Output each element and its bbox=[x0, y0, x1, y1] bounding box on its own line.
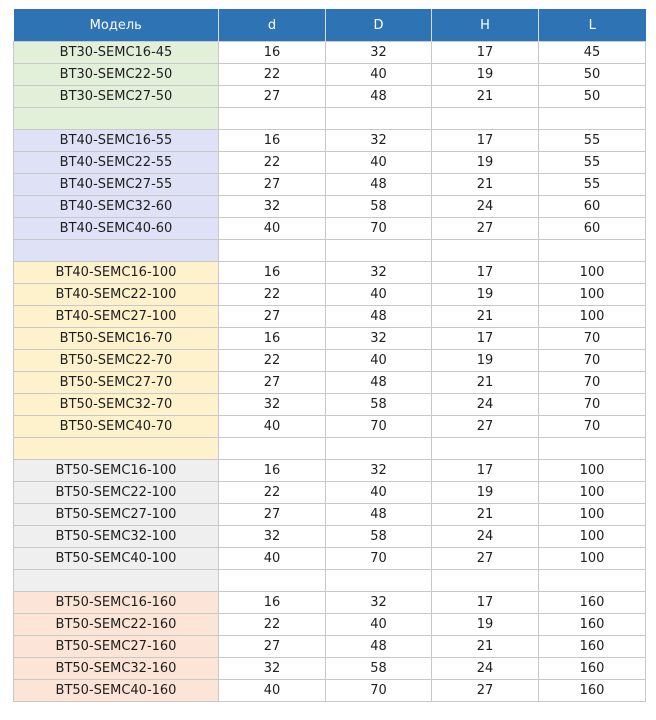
table-row bbox=[14, 64, 646, 86]
d-cell: 40 bbox=[219, 680, 326, 702]
H-cell: 17 bbox=[432, 42, 539, 64]
header-model: Модель bbox=[14, 9, 219, 42]
D-cell: 58 bbox=[326, 526, 432, 548]
L-cell bbox=[539, 570, 646, 592]
table-row bbox=[14, 680, 646, 702]
header-D: D bbox=[326, 9, 432, 42]
d-cell bbox=[219, 240, 326, 262]
D-cell: 48 bbox=[326, 636, 432, 658]
d-cell: 22 bbox=[219, 64, 326, 86]
L-cell: 160 bbox=[539, 614, 646, 636]
L-cell: 100 bbox=[539, 306, 646, 328]
d-cell: 22 bbox=[219, 482, 326, 504]
H-cell: 17 bbox=[432, 262, 539, 284]
table-row bbox=[14, 460, 646, 482]
D-cell: 70 bbox=[326, 416, 432, 438]
table-row bbox=[14, 372, 646, 394]
H-cell: 27 bbox=[432, 416, 539, 438]
D-cell bbox=[326, 240, 432, 262]
D-cell: 48 bbox=[326, 372, 432, 394]
H-cell: 21 bbox=[432, 174, 539, 196]
H-cell: 19 bbox=[432, 614, 539, 636]
model-cell: BT40-SEMC27-55 bbox=[14, 174, 219, 196]
d-cell bbox=[219, 108, 326, 130]
table-row bbox=[14, 570, 646, 592]
model-cell bbox=[14, 570, 219, 592]
model-cell: BT50-SEMC40-100 bbox=[14, 548, 219, 570]
L-cell: 70 bbox=[539, 394, 646, 416]
D-cell: 40 bbox=[326, 152, 432, 174]
H-cell: 21 bbox=[432, 372, 539, 394]
table-row bbox=[14, 328, 646, 350]
table-row bbox=[14, 482, 646, 504]
L-cell: 55 bbox=[539, 174, 646, 196]
model-cell: BT50-SEMC27-160 bbox=[14, 636, 219, 658]
table-row bbox=[14, 130, 646, 152]
D-cell: 32 bbox=[326, 42, 432, 64]
d-cell: 16 bbox=[219, 42, 326, 64]
D-cell: 32 bbox=[326, 130, 432, 152]
table-row bbox=[14, 504, 646, 526]
model-cell: BT50-SEMC22-160 bbox=[14, 614, 219, 636]
H-cell: 21 bbox=[432, 86, 539, 108]
L-cell: 100 bbox=[539, 548, 646, 570]
H-cell: 24 bbox=[432, 526, 539, 548]
L-cell: 100 bbox=[539, 460, 646, 482]
d-cell: 32 bbox=[219, 196, 326, 218]
D-cell: 40 bbox=[326, 350, 432, 372]
model-cell: BT40-SEMC40-60 bbox=[14, 218, 219, 240]
model-cell: BT50-SEMC16-70 bbox=[14, 328, 219, 350]
table-row bbox=[14, 658, 646, 680]
H-cell: 21 bbox=[432, 636, 539, 658]
table-row bbox=[14, 240, 646, 262]
table-row bbox=[14, 416, 646, 438]
D-cell: 70 bbox=[326, 548, 432, 570]
L-cell bbox=[539, 438, 646, 460]
d-cell: 27 bbox=[219, 306, 326, 328]
D-cell bbox=[326, 108, 432, 130]
H-cell: 19 bbox=[432, 284, 539, 306]
model-cell: BT40-SEMC22-55 bbox=[14, 152, 219, 174]
table-row bbox=[14, 526, 646, 548]
table-row bbox=[14, 218, 646, 240]
model-cell: BT50-SEMC32-160 bbox=[14, 658, 219, 680]
model-cell: BT50-SEMC40-160 bbox=[14, 680, 219, 702]
model-cell: BT50-SEMC27-100 bbox=[14, 504, 219, 526]
H-cell bbox=[432, 240, 539, 262]
d-cell: 22 bbox=[219, 152, 326, 174]
D-cell: 58 bbox=[326, 394, 432, 416]
L-cell bbox=[539, 240, 646, 262]
D-cell: 40 bbox=[326, 614, 432, 636]
table-row bbox=[14, 42, 646, 64]
H-cell: 19 bbox=[432, 152, 539, 174]
D-cell: 32 bbox=[326, 262, 432, 284]
model-cell: BT40-SEMC32-60 bbox=[14, 196, 219, 218]
D-cell: 40 bbox=[326, 482, 432, 504]
model-cell: BT30-SEMC22-50 bbox=[14, 64, 219, 86]
L-cell: 160 bbox=[539, 680, 646, 702]
D-cell: 48 bbox=[326, 504, 432, 526]
H-cell: 21 bbox=[432, 306, 539, 328]
table-row bbox=[14, 196, 646, 218]
H-cell: 17 bbox=[432, 328, 539, 350]
L-cell: 100 bbox=[539, 284, 646, 306]
H-cell: 17 bbox=[432, 130, 539, 152]
d-cell: 40 bbox=[219, 218, 326, 240]
D-cell: 58 bbox=[326, 196, 432, 218]
D-cell: 40 bbox=[326, 64, 432, 86]
D-cell: 32 bbox=[326, 460, 432, 482]
model-cell: BT40-SEMC16-100 bbox=[14, 262, 219, 284]
d-cell: 27 bbox=[219, 174, 326, 196]
table-row bbox=[14, 438, 646, 460]
L-cell: 100 bbox=[539, 504, 646, 526]
model-cell bbox=[14, 108, 219, 130]
H-cell bbox=[432, 108, 539, 130]
L-cell: 50 bbox=[539, 86, 646, 108]
D-cell: 48 bbox=[326, 306, 432, 328]
d-cell: 27 bbox=[219, 504, 326, 526]
L-cell: 70 bbox=[539, 372, 646, 394]
D-cell: 48 bbox=[326, 174, 432, 196]
L-cell: 70 bbox=[539, 416, 646, 438]
D-cell bbox=[326, 438, 432, 460]
L-cell: 100 bbox=[539, 526, 646, 548]
H-cell: 24 bbox=[432, 196, 539, 218]
D-cell: 58 bbox=[326, 658, 432, 680]
D-cell bbox=[326, 570, 432, 592]
D-cell: 70 bbox=[326, 680, 432, 702]
L-cell: 60 bbox=[539, 196, 646, 218]
d-cell: 27 bbox=[219, 636, 326, 658]
table-row bbox=[14, 394, 646, 416]
model-cell: BT50-SEMC32-100 bbox=[14, 526, 219, 548]
table-row bbox=[14, 152, 646, 174]
model-cell: BT30-SEMC27-50 bbox=[14, 86, 219, 108]
table-row bbox=[14, 108, 646, 130]
d-cell: 22 bbox=[219, 350, 326, 372]
H-cell: 27 bbox=[432, 680, 539, 702]
table-row bbox=[14, 548, 646, 570]
model-cell: BT50-SEMC27-70 bbox=[14, 372, 219, 394]
header-L: L bbox=[539, 9, 646, 42]
model-cell: BT50-SEMC22-70 bbox=[14, 350, 219, 372]
L-cell: 70 bbox=[539, 328, 646, 350]
header-row bbox=[14, 9, 646, 42]
L-cell: 100 bbox=[539, 262, 646, 284]
L-cell bbox=[539, 108, 646, 130]
model-cell: BT50-SEMC16-100 bbox=[14, 460, 219, 482]
H-cell: 17 bbox=[432, 460, 539, 482]
table-row bbox=[14, 350, 646, 372]
D-cell: 70 bbox=[326, 218, 432, 240]
d-cell: 16 bbox=[219, 130, 326, 152]
d-cell bbox=[219, 438, 326, 460]
H-cell: 24 bbox=[432, 394, 539, 416]
L-cell: 55 bbox=[539, 130, 646, 152]
model-cell bbox=[14, 240, 219, 262]
dimensions-table bbox=[13, 9, 646, 702]
H-cell: 24 bbox=[432, 658, 539, 680]
table-row bbox=[14, 614, 646, 636]
table-row bbox=[14, 284, 646, 306]
d-cell: 32 bbox=[219, 526, 326, 548]
d-cell: 16 bbox=[219, 460, 326, 482]
d-cell: 16 bbox=[219, 328, 326, 350]
table-row bbox=[14, 592, 646, 614]
d-cell: 32 bbox=[219, 394, 326, 416]
d-cell: 16 bbox=[219, 262, 326, 284]
d-cell: 27 bbox=[219, 86, 326, 108]
L-cell: 160 bbox=[539, 636, 646, 658]
header-H: H bbox=[432, 9, 539, 42]
L-cell: 45 bbox=[539, 42, 646, 64]
L-cell: 55 bbox=[539, 152, 646, 174]
d-cell: 16 bbox=[219, 592, 326, 614]
model-cell: BT50-SEMC16-160 bbox=[14, 592, 219, 614]
header-d: d bbox=[219, 9, 326, 42]
H-cell: 17 bbox=[432, 592, 539, 614]
L-cell: 160 bbox=[539, 592, 646, 614]
table-row bbox=[14, 86, 646, 108]
table-row bbox=[14, 636, 646, 658]
L-cell: 60 bbox=[539, 218, 646, 240]
L-cell: 160 bbox=[539, 658, 646, 680]
D-cell: 32 bbox=[326, 328, 432, 350]
d-cell: 22 bbox=[219, 614, 326, 636]
H-cell: 27 bbox=[432, 218, 539, 240]
D-cell: 48 bbox=[326, 86, 432, 108]
H-cell: 21 bbox=[432, 504, 539, 526]
model-cell: BT50-SEMC40-70 bbox=[14, 416, 219, 438]
D-cell: 40 bbox=[326, 284, 432, 306]
H-cell: 27 bbox=[432, 548, 539, 570]
model-cell: BT30-SEMC16-45 bbox=[14, 42, 219, 64]
d-cell bbox=[219, 570, 326, 592]
d-cell: 32 bbox=[219, 658, 326, 680]
D-cell: 32 bbox=[326, 592, 432, 614]
table-header bbox=[14, 9, 646, 42]
d-cell: 40 bbox=[219, 416, 326, 438]
table-row bbox=[14, 174, 646, 196]
model-cell: BT40-SEMC27-100 bbox=[14, 306, 219, 328]
model-cell: BT50-SEMC32-70 bbox=[14, 394, 219, 416]
table-row bbox=[14, 306, 646, 328]
model-cell: BT50-SEMC22-100 bbox=[14, 482, 219, 504]
table-body bbox=[14, 42, 646, 702]
H-cell bbox=[432, 570, 539, 592]
L-cell: 50 bbox=[539, 64, 646, 86]
H-cell: 19 bbox=[432, 64, 539, 86]
H-cell: 19 bbox=[432, 482, 539, 504]
d-cell: 40 bbox=[219, 548, 326, 570]
L-cell: 70 bbox=[539, 350, 646, 372]
H-cell: 19 bbox=[432, 350, 539, 372]
model-cell: BT40-SEMC22-100 bbox=[14, 284, 219, 306]
d-cell: 22 bbox=[219, 284, 326, 306]
model-cell: BT40-SEMC16-55 bbox=[14, 130, 219, 152]
model-cell bbox=[14, 438, 219, 460]
H-cell bbox=[432, 438, 539, 460]
L-cell: 100 bbox=[539, 482, 646, 504]
table-row bbox=[14, 262, 646, 284]
d-cell: 27 bbox=[219, 372, 326, 394]
